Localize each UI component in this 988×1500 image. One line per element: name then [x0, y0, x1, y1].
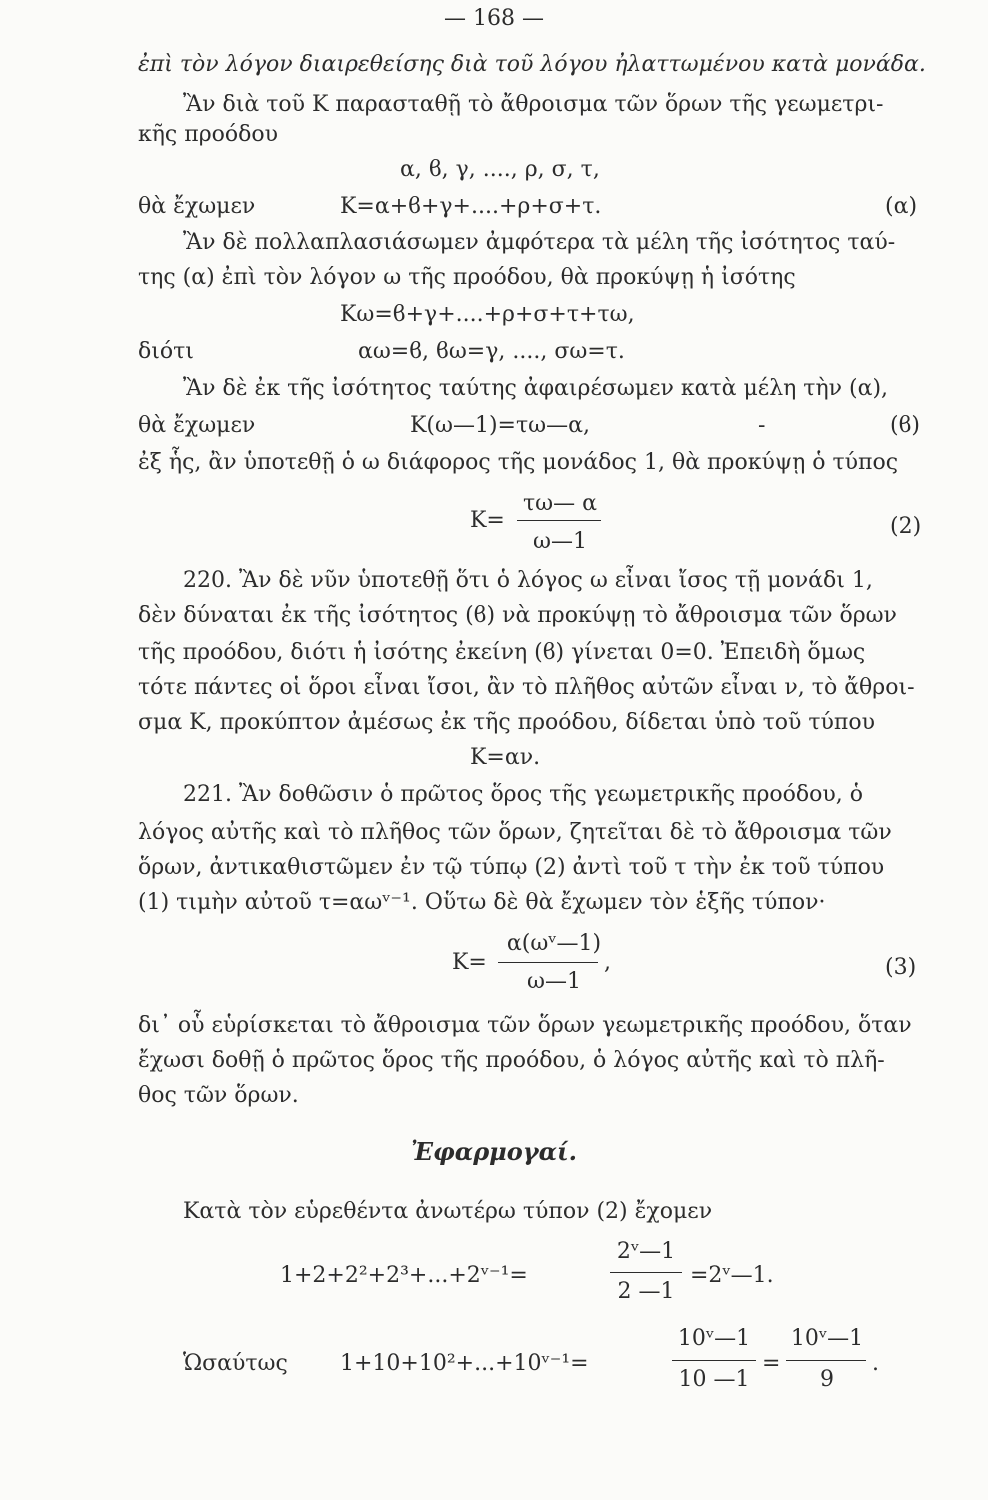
text-line: λόγος αὐτῆς καὶ τὸ πλῆθος τῶν ὅρων, ζητεῖται δὲ τὸ ἄθροισμα τῶν: [138, 820, 892, 845]
text-line: Ἂν διὰ τοῦ Κ παρασταθῇ τὸ ἄθροισμα τῶν ὅρων τῆς γεωμετρι-: [183, 92, 884, 117]
example-2-label: Ὡσαύτως: [183, 1351, 288, 1376]
page-number: — 168 —: [444, 6, 544, 31]
formula-3-comma: ,: [604, 950, 611, 975]
text-line: θὰ ἔχωμεν: [138, 413, 256, 438]
example-2-period: .: [872, 1351, 879, 1376]
formula-3-lhs: Κ=: [452, 950, 487, 975]
text-line: κῆς προόδου: [138, 122, 278, 147]
example-2-numerator-2: 10ᵛ—1: [790, 1326, 864, 1351]
text-line: ὅρων, ἀντικαθιστῶμεν ἐν τῷ τύπῳ (2) ἀντὶ τοῦ τ τὴν ἐκ τοῦ τύπου: [138, 855, 885, 880]
formula-2-denominator: ω—1: [533, 529, 587, 554]
equation-line: Κ=αν.: [470, 745, 541, 770]
example-2-denominator-1: 10 —1: [678, 1367, 750, 1392]
text-line: Κατὰ τὸν εὑρεθέντα ἀνωτέρω τύπον (2) ἔχομεν: [183, 1199, 713, 1224]
example-2-lhs: 1+10+10²+...+10ᵛ⁻¹=: [340, 1351, 589, 1376]
formula-2-tag: (2): [890, 514, 922, 539]
section-heading: Ἐφαρμογαί.: [410, 1137, 578, 1166]
example-1-rhs: =2ᵛ—1.: [690, 1263, 774, 1288]
equation-b: Κ(ω—1)=τω—α,: [410, 413, 590, 438]
text-line: ἐξ ἧς, ἂν ὑποτεθῇ ὁ ω διάφορος τῆς μονάδος 1, θὰ προκύψῃ ὁ τύπος: [138, 450, 899, 475]
example-1-denominator: 2 —1: [617, 1279, 675, 1304]
text-line: δι᾽ οὗ εὑρίσκεται τὸ ἄθροισμα τῶν ὅρων γεωμετρικῆς προόδου, ὅταν: [138, 1013, 912, 1038]
stray-mark: -: [758, 413, 766, 438]
text-line: τῆς προόδου, διότι ἡ ἰσότης ἐκείνη (ϐ) γίνεται 0=0. Ἐπειδὴ ὅμως: [138, 640, 866, 665]
sequence-line: α, ϐ, γ, ...., ρ, σ, τ,: [400, 157, 600, 182]
equation-tag-b: (ϐ): [890, 413, 920, 438]
text-line: διότι: [138, 339, 194, 364]
example-2-numerator-1: 10ᵛ—1: [677, 1326, 751, 1351]
formula-3-tag: (3): [885, 955, 917, 980]
text-line: της (α) ἐπὶ τὸν λόγον ω τῆς προόδου, θὰ προκύψῃ ἡ ἰσότης: [138, 265, 796, 290]
text-line: τότε πάντες οἱ ὅροι εἶναι ἴσοι, ἂν τὸ πλῆθος αὐτῶν εἶναι ν, τὸ ἄθροι-: [138, 675, 915, 700]
text-line: θὰ ἔχωμεν: [138, 194, 256, 219]
formula-2-numerator: τω— α: [523, 491, 597, 516]
equation-line: Κω=ϐ+γ+....+ρ+σ+τ+τω,: [340, 302, 635, 327]
text-line: σμα Κ, προκύπτον ἀμέσως ἐκ τῆς προόδου, δίδεται ὑπὸ τοῦ τύπου: [138, 710, 875, 735]
fraction-bar: [517, 520, 601, 521]
text-line: Ἂν δὲ πολλαπλασιάσωμεν ἀμφότερα τὰ μέλη τῆς ἰσότητος ταύ-: [183, 230, 896, 255]
text-line: θος τῶν ὅρων.: [138, 1083, 299, 1108]
text-line: δὲν δύναται ἐκ τῆς ἰσότητος (ϐ) νὰ προκύψῃ τὸ ἄθροισμα τῶν ὅρων: [138, 603, 897, 628]
section-220-line: 220. Ἂν δὲ νῦν ὑποτεθῇ ὅτι ὁ λόγος ω εἶναι ἴσος τῇ μονάδι 1,: [183, 568, 873, 593]
equation-tag-a: (α): [885, 194, 918, 219]
text-line: (1) τιμὴν αὐτοῦ τ=αωᵛ⁻¹. Οὕτω δὲ θὰ ἔχωμεν τὸν ἑξῆς τύπον·: [138, 890, 826, 915]
section-221-line: 221. Ἂν δοθῶσιν ὁ πρῶτος ὅρος τῆς γεωμετρικῆς προόδου, ὁ: [183, 782, 863, 807]
text-line: Ἂν δὲ ἐκ τῆς ἰσότητος ταύτης ἀφαιρέσωμεν κατὰ μέλη τὴν (α),: [183, 376, 889, 401]
text-line: ἐπὶ τὸν λόγον διαιρεθείσης διὰ τοῦ λόγου ἠλαττωμένου κατὰ μονάδα.: [138, 52, 926, 77]
equation-a: Κ=α+ϐ+γ+....+ρ+σ+τ.: [340, 194, 602, 219]
formula-3-denominator: ω—1: [527, 969, 581, 994]
equation-line: αω=ϐ, ϐω=γ, ...., σω=τ.: [358, 339, 625, 364]
fraction-bar: [610, 1272, 682, 1273]
example-1-numerator: 2ᵛ—1: [616, 1239, 676, 1264]
fraction-bar: [672, 1360, 756, 1361]
fraction-bar: [786, 1360, 866, 1361]
example-1-lhs: 1+2+2²+2³+...+2ᵛ⁻¹=: [280, 1263, 528, 1288]
text-line: ἔχωσι δοθῇ ὁ πρῶτος ὅρος τῆς προόδου, ὁ λόγος αὐτῆς καὶ τὸ πλῆ-: [138, 1048, 885, 1073]
example-2-equals: =: [762, 1351, 781, 1376]
formula-2-lhs: Κ=: [470, 508, 505, 533]
example-2-denominator-2: 9: [820, 1367, 834, 1392]
fraction-bar: [498, 962, 598, 963]
formula-3-numerator: α(ωᵛ—1): [506, 931, 602, 956]
